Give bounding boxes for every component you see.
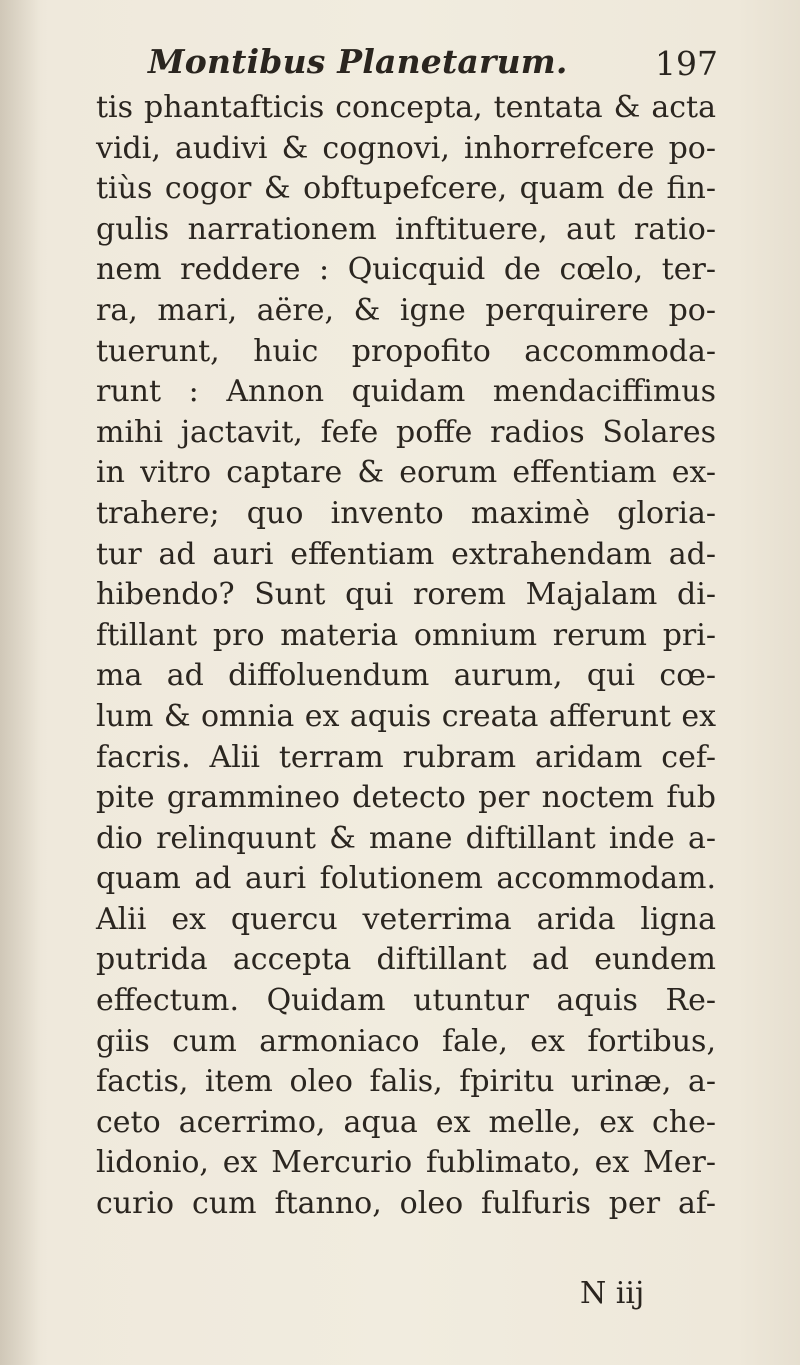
text-line: trahere; quo invento maximè gloria- [96, 495, 716, 531]
text-line: vidi, audivi & cognovi, inhorrefcere po- [96, 130, 716, 166]
text-line: quam ad auri folutionem accommodam. [96, 861, 716, 897]
text-line: nem reddere : Quicquid de cœlo, ter- [96, 252, 716, 288]
text-line: giis cum armoniaco fale, ex fortibus, [96, 1023, 716, 1059]
text-line: pite grammineo detecto per noctem fub [96, 780, 716, 816]
body-text [96, 88, 716, 1225]
text-line: Alii ex quercu veterrima arida ligna [96, 901, 716, 937]
text-line: ra, mari, aëre, & igne perquirere po- [96, 292, 716, 328]
text-line: ma ad diffoluendum aurum, qui cœ- [96, 658, 716, 694]
text-line: mihi jactavit, fefe poffe radios Solares [96, 414, 716, 450]
text-line: lum & omnia ex aquis creata afferunt ex [96, 698, 716, 734]
text-line: runt : Annon quidam mendaciffimus [96, 374, 716, 410]
text-line: tuerunt, huic propofito accommoda- [96, 333, 716, 369]
text-line: putrida accepta diftillant ad eundem [96, 942, 716, 978]
text-line: in vitro captare & eorum effentiam ex- [96, 455, 716, 491]
signature-mark: N iij [580, 1276, 645, 1311]
gutter-shadow [0, 0, 40, 1365]
text-line: tis phantafticis concepta, tentata & acta [96, 90, 716, 125]
text-line: effectum. Quidam utuntur aquis Re- [96, 983, 716, 1019]
text-line: ftillant pro materia omnium rerum pri- [96, 617, 716, 653]
text-line: gulis narrationem inftituere, aut ratio- [96, 211, 716, 247]
text-line: ceto acerrimo, aqua ex melle, ex che- [96, 1104, 716, 1140]
running-head: Montibus Planetarum. [148, 42, 568, 81]
text-line: hibendo? Sunt qui rorem Majalam di- [96, 577, 716, 613]
text-line: lidonio, ex Mercurio fublimato, ex Mer- [96, 1145, 716, 1181]
text-line: dio relinquunt & mane diftillant inde a- [96, 820, 716, 856]
text-line: facris. Alii terram rubram aridam cef- [96, 739, 716, 775]
page-header [148, 42, 718, 92]
text-line: curio cum ftanno, oleo fulfuris per af- [96, 1186, 716, 1222]
text-line: tur ad auri effentiam extrahendam ad- [96, 536, 716, 572]
text-line: tiùs cogor & obftupefcere, quam de fin- [96, 171, 716, 207]
text-line: factis, item oleo falis, fpiritu urinæ, a- [96, 1064, 716, 1100]
page-number: 197 [655, 44, 718, 83]
